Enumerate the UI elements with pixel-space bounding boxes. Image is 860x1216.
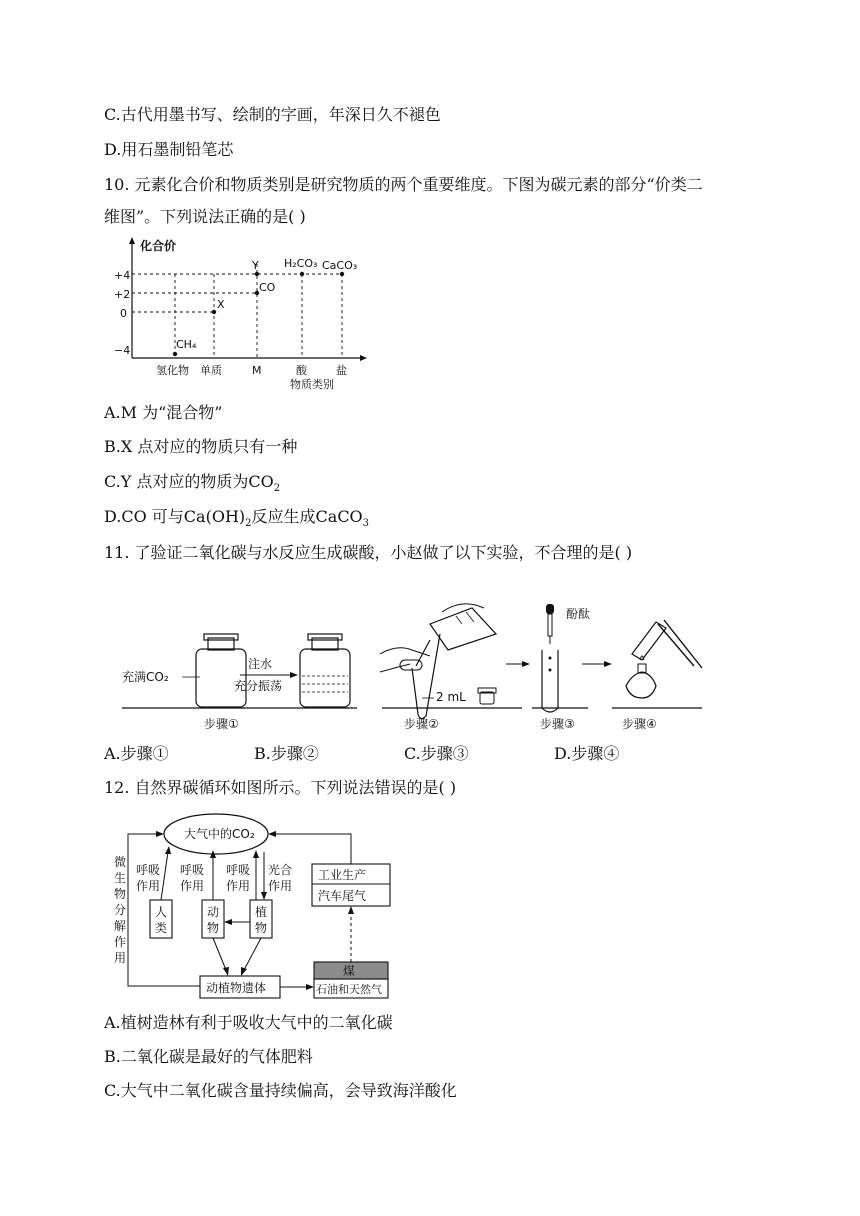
point-x bbox=[212, 310, 216, 314]
carbon-valence-class-chart bbox=[112, 234, 372, 392]
point-y bbox=[255, 272, 259, 276]
step1-group bbox=[122, 634, 357, 731]
svg-text:分: 分 bbox=[114, 903, 127, 917]
exhaust-label: 汽车尾气 bbox=[318, 889, 367, 903]
oil-gas-label: 石油和天然气 bbox=[316, 983, 382, 996]
svg-text:作: 作 bbox=[114, 935, 127, 949]
step2-label: 步骤② bbox=[404, 717, 439, 731]
step2-group bbox=[380, 604, 522, 731]
svg-text:物: 物 bbox=[207, 921, 220, 935]
label-ch4: CH₄ bbox=[176, 338, 197, 351]
option-c-text: C.古代用墨书写、绘制的字画，年深日久不褪色 bbox=[104, 105, 441, 124]
y-tick: +2 bbox=[114, 288, 131, 301]
q12-option-b: B.二氧化碳是最好的气体肥料 bbox=[104, 1047, 313, 1066]
svg-text:作用: 作用 bbox=[136, 879, 161, 893]
svg-text:呼吸: 呼吸 bbox=[180, 863, 205, 877]
q10-option-c: C.Y 点对应的物质为$CO_2$ bbox=[104, 472, 281, 495]
industry-label: 工业生产 bbox=[318, 868, 367, 882]
option-d-text: D.用石墨制铅笔芯 bbox=[104, 140, 234, 159]
point-ch4 bbox=[173, 352, 177, 356]
x-tick: 单质 bbox=[200, 364, 222, 377]
label-shake: 充分振荡 bbox=[234, 679, 283, 693]
step4-label: 步骤④ bbox=[622, 717, 657, 731]
label-water: 注水 bbox=[248, 657, 273, 671]
x-tick: 氢化物 bbox=[156, 364, 189, 377]
label-co: CO bbox=[259, 281, 276, 294]
atmosphere-label: 大气中的CO₂ bbox=[184, 827, 255, 841]
x-tick: 盐 bbox=[336, 364, 347, 377]
photosynthesis-label: 光合 bbox=[268, 863, 293, 877]
q11-option-a: A.步骤① bbox=[104, 744, 169, 763]
svg-text:生: 生 bbox=[114, 871, 127, 885]
svg-text:呼吸: 呼吸 bbox=[136, 863, 161, 877]
q11-option-d: D.步骤④ bbox=[554, 744, 620, 763]
y-tick: 0 bbox=[120, 307, 127, 320]
experiment-steps-figure bbox=[112, 594, 712, 734]
point-h2co3 bbox=[300, 272, 304, 276]
question-10-line2: 维图”。下列说法正确的是( ) bbox=[104, 207, 306, 226]
svg-text:物: 物 bbox=[255, 921, 268, 935]
svg-text:植: 植 bbox=[255, 905, 268, 919]
label-2ml: 2 mL bbox=[436, 690, 466, 704]
coal-label: 煤 bbox=[343, 964, 356, 978]
question-10-line1: 10. 元素化合价和物质类别是研究物质的两个重要维度。下图为碳元素的部分“价类二 bbox=[104, 175, 703, 194]
label-caco3: CaCO₃ bbox=[322, 259, 358, 272]
step4-group bbox=[582, 620, 702, 731]
label-x: X bbox=[217, 298, 225, 311]
carbon-cycle-diagram bbox=[108, 808, 398, 1002]
q12-option-a: A.植树造林有利于吸收大气中的二氧化碳 bbox=[104, 1013, 393, 1032]
step3-label: 步骤③ bbox=[540, 717, 575, 731]
label-phenol: 酚酞 bbox=[566, 607, 591, 621]
svg-text:解: 解 bbox=[114, 919, 127, 933]
svg-text:动: 动 bbox=[207, 905, 220, 919]
q10-option-a: A.M 为“混合物” bbox=[104, 403, 223, 422]
svg-text:物: 物 bbox=[114, 887, 127, 901]
y-axis-title: 化合价 bbox=[140, 239, 177, 253]
step3-group bbox=[506, 604, 590, 731]
q11-option-b: B.步骤② bbox=[254, 744, 319, 763]
label-h2co3: H₂CO₃ bbox=[284, 257, 318, 270]
svg-text:作用: 作用 bbox=[226, 879, 251, 893]
svg-text:人: 人 bbox=[155, 905, 168, 919]
question-11: 11. 了验证二氧化碳与水反应生成碳酸，小赵做了以下实验，不合理的是( ) bbox=[104, 543, 633, 562]
micro-char: 微 bbox=[114, 855, 127, 869]
svg-text:作用: 作用 bbox=[180, 879, 205, 893]
point-caco3 bbox=[340, 272, 344, 276]
x-tick: M bbox=[252, 364, 262, 377]
question-12: 12. 自然界碳循环如图所示。下列说法错误的是( ) bbox=[104, 778, 457, 797]
q12-option-c: C.大气中二氧化碳含量持续偏高，会导致海洋酸化 bbox=[104, 1081, 457, 1100]
svg-text:呼吸: 呼吸 bbox=[226, 863, 251, 877]
label-y: Y bbox=[252, 259, 259, 272]
x-axis-title: 物质类别 bbox=[290, 378, 334, 391]
q10-option-d: D.CO 可与$Ca(OH)_2$反应生成CaCO$_3$ bbox=[104, 507, 370, 530]
svg-text:用: 用 bbox=[114, 951, 127, 965]
y-tick: +4 bbox=[114, 269, 131, 282]
remains-label: 动植物遗体 bbox=[206, 981, 267, 995]
q11-option-c: C.步骤③ bbox=[404, 744, 469, 763]
step1-label: 步骤① bbox=[204, 717, 239, 731]
q10-option-b: B.X 点对应的物质只有一种 bbox=[104, 437, 298, 456]
label-co2: 充满CO₂ bbox=[122, 670, 169, 684]
svg-text:类: 类 bbox=[155, 921, 168, 935]
y-tick: −4 bbox=[114, 344, 131, 357]
svg-text:作用: 作用 bbox=[268, 879, 293, 893]
x-tick: 酸 bbox=[296, 364, 307, 377]
